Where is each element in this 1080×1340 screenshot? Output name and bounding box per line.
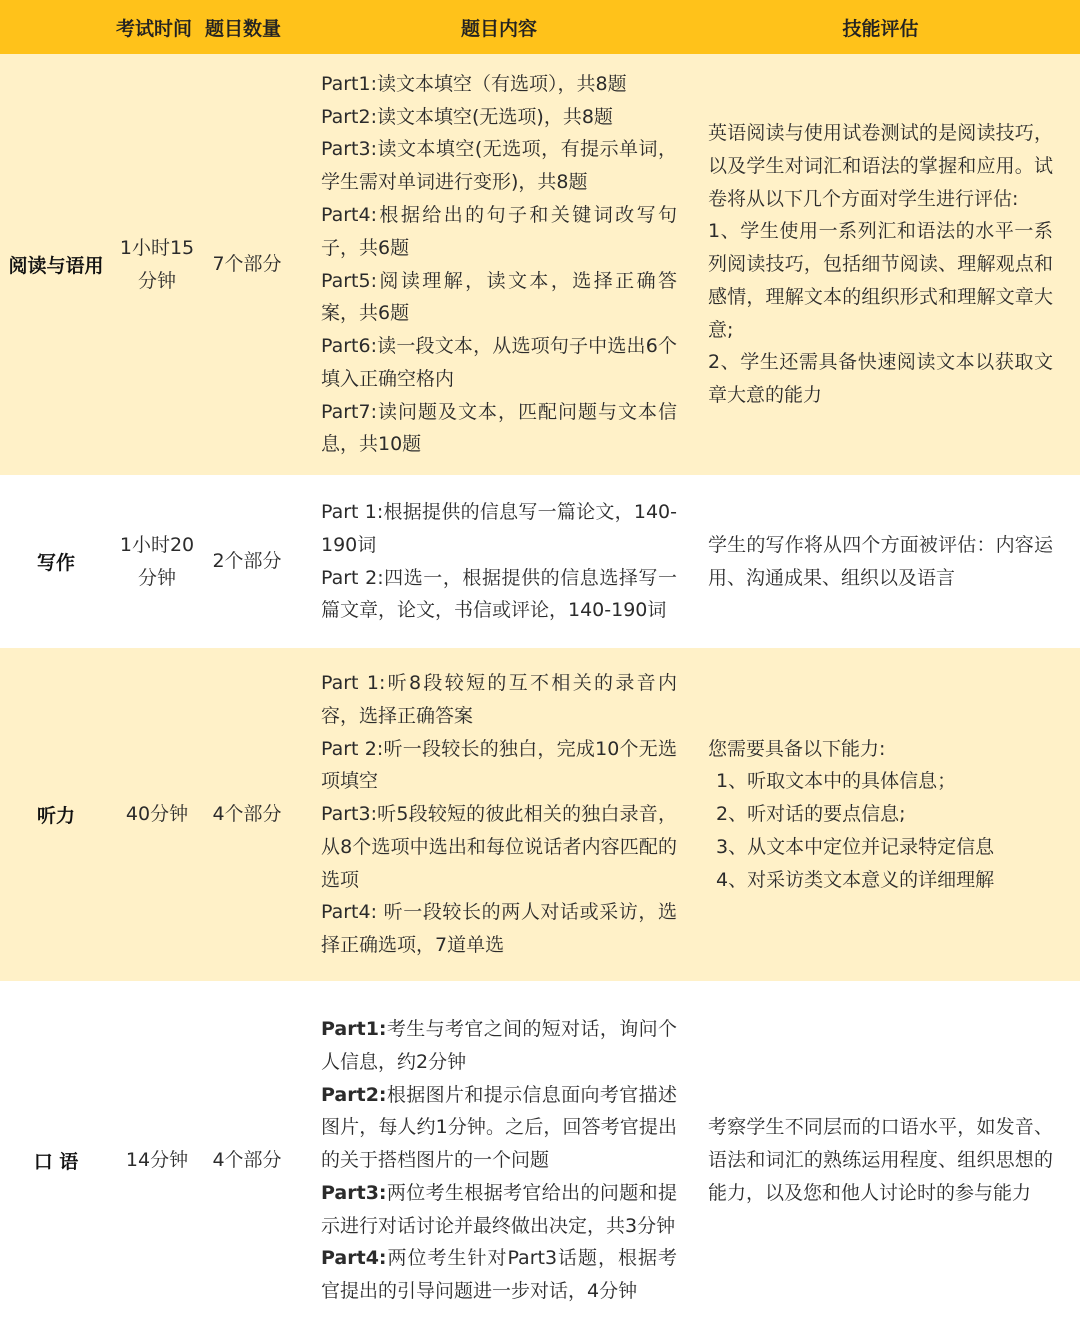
skill-text bbox=[708, 117, 1053, 412]
header-count: 题目数量 bbox=[205, 17, 282, 40]
time-line1: 1小时15 bbox=[119, 237, 195, 259]
skill-item: 4、对采访类文本意义的详细理解 bbox=[716, 868, 995, 891]
skill-item: 学生的写作将从四个方面被评估：内容运用、沟通成果、组织以及语言 bbox=[708, 533, 1053, 589]
time-line2: 分钟 bbox=[137, 269, 176, 292]
content-item bbox=[321, 1177, 677, 1243]
table-row bbox=[0, 54, 1080, 475]
time-line1: 14分钟 bbox=[125, 1149, 189, 1172]
part-text: 两位考生根据考官给出的问题和提示进行对话讨论并最终做出决定，共3分钟 bbox=[321, 1181, 677, 1237]
part-text: 两位考生针对Part3话题，根据考官提出的引导问题进一步对话，4分钟 bbox=[321, 1247, 677, 1303]
section-name: 口 语 bbox=[33, 1151, 79, 1173]
header-skill: 技能评估 bbox=[842, 17, 919, 40]
section-name: 写作 bbox=[36, 552, 75, 574]
content-item bbox=[321, 1242, 677, 1308]
part-label: Part4: bbox=[321, 1247, 387, 1270]
content-item: Part1:读文本填空（有选项），共8题 bbox=[321, 72, 627, 95]
section-name: 阅读与语用 bbox=[8, 255, 104, 277]
skill-item: 2、听对话的要点信息; bbox=[716, 803, 906, 826]
part-label: Part3: bbox=[321, 1181, 387, 1204]
content-item: Part2:读文本填空(无选项)，共8题 bbox=[321, 105, 613, 128]
skill-text bbox=[708, 733, 994, 897]
section-name: 听力 bbox=[36, 805, 75, 827]
part-text: 考生与考官之间的短对话，询问个人信息，约2分钟 bbox=[321, 1017, 677, 1073]
skill-item: 英语阅读与使用试卷测试的是阅读技巧，以及学生对词汇和语法的掌握和应用。试卷将从以下几个方面对学生进行评估: bbox=[708, 121, 1053, 210]
header-content: 题目内容 bbox=[460, 17, 537, 40]
time-line2: 分钟 bbox=[137, 566, 176, 589]
content-item: Part3:听5段较短的彼此相关的独白录音，从8个选项中选出和每位说话者内容匹配的选项 bbox=[321, 803, 677, 891]
content-item: Part3:读文本填空(无选项，有提示单词，学生需对单词进行变形)，共8题 bbox=[321, 138, 677, 194]
part-label: Part1: bbox=[321, 1017, 387, 1040]
time-line1: 40分钟 bbox=[125, 803, 189, 826]
time-line1: 1小时20 bbox=[119, 534, 195, 556]
skill-item: 1、学生使用一系列汇和语法的水平一系列阅读技巧，包括细节阅读、理解观点和感情，理解文本的组织形式和理解文章大意; bbox=[708, 220, 1053, 341]
part-count: 4个部分 bbox=[212, 1149, 282, 1172]
part-label: Part2: bbox=[321, 1083, 387, 1106]
part-count: 4个部分 bbox=[212, 803, 282, 826]
skill-item: 3、从文本中定位并记录特定信息 bbox=[716, 835, 995, 858]
content-item: Part 2:听一段较长的独白，完成10个无选项填空 bbox=[321, 737, 677, 793]
part-count: 7个部分 bbox=[212, 253, 282, 276]
content-item: Part7:读问题及文本，匹配问题与文本信息，共10题 bbox=[321, 400, 677, 456]
part-count: 2个部分 bbox=[212, 550, 282, 573]
content-text bbox=[321, 667, 677, 962]
content-item: Part 1:听8段较短的互不相关的录音内容，选择正确答案 bbox=[321, 671, 677, 727]
content-text bbox=[321, 496, 677, 627]
skill-item: 考察学生不同层而的口语水平，如发音、语法和词汇的熟练运用程度、组织思想的能力，以及您和他人讨论时的参与能力 bbox=[708, 1116, 1053, 1204]
content-item: Part6:读一段文本，从选项句子中选出6个填入正确空格内 bbox=[321, 335, 677, 390]
table-row bbox=[0, 648, 1080, 981]
skill-item: 1、听取文本中的具体信息； bbox=[716, 770, 957, 793]
content-text bbox=[321, 68, 677, 462]
content-text bbox=[321, 1013, 677, 1308]
content-item: Part 1:根据提供的信息写一篇论文，140-190词 bbox=[321, 500, 677, 556]
part-text: 根据图片和提示信息面向考官描述图片，每人约1分钟。之后，回答考官提出的关于搭档图片的一个问题 bbox=[321, 1083, 677, 1172]
table-header bbox=[0, 0, 1080, 54]
skill-text bbox=[708, 1111, 1053, 1209]
content-item: Part 2:四选一，根据提供的信息选择写一篇文章，论文，书信或评论，140-190词 bbox=[321, 566, 677, 622]
skill-item: 2、学生还需具备快速阅读文本以获取文章大意的能力 bbox=[708, 351, 1053, 407]
content-item: Part5:阅读理解，读文本，选择正确答案，共6题 bbox=[321, 269, 677, 325]
content-item bbox=[321, 1079, 677, 1177]
content-item bbox=[321, 1013, 677, 1079]
table-row bbox=[0, 981, 1080, 1340]
content-item: Part4:根据给出的句子和关键词改写句子，共6题 bbox=[321, 203, 677, 259]
header-time: 考试时间 bbox=[116, 17, 193, 40]
skill-item: 您需要具备以下能力: bbox=[708, 737, 886, 760]
content-item: Part4: 听一段较长的两人对话或采访，选择正确选项，7道单选 bbox=[321, 901, 677, 957]
skill-text bbox=[708, 529, 1053, 595]
table-row bbox=[0, 475, 1080, 648]
